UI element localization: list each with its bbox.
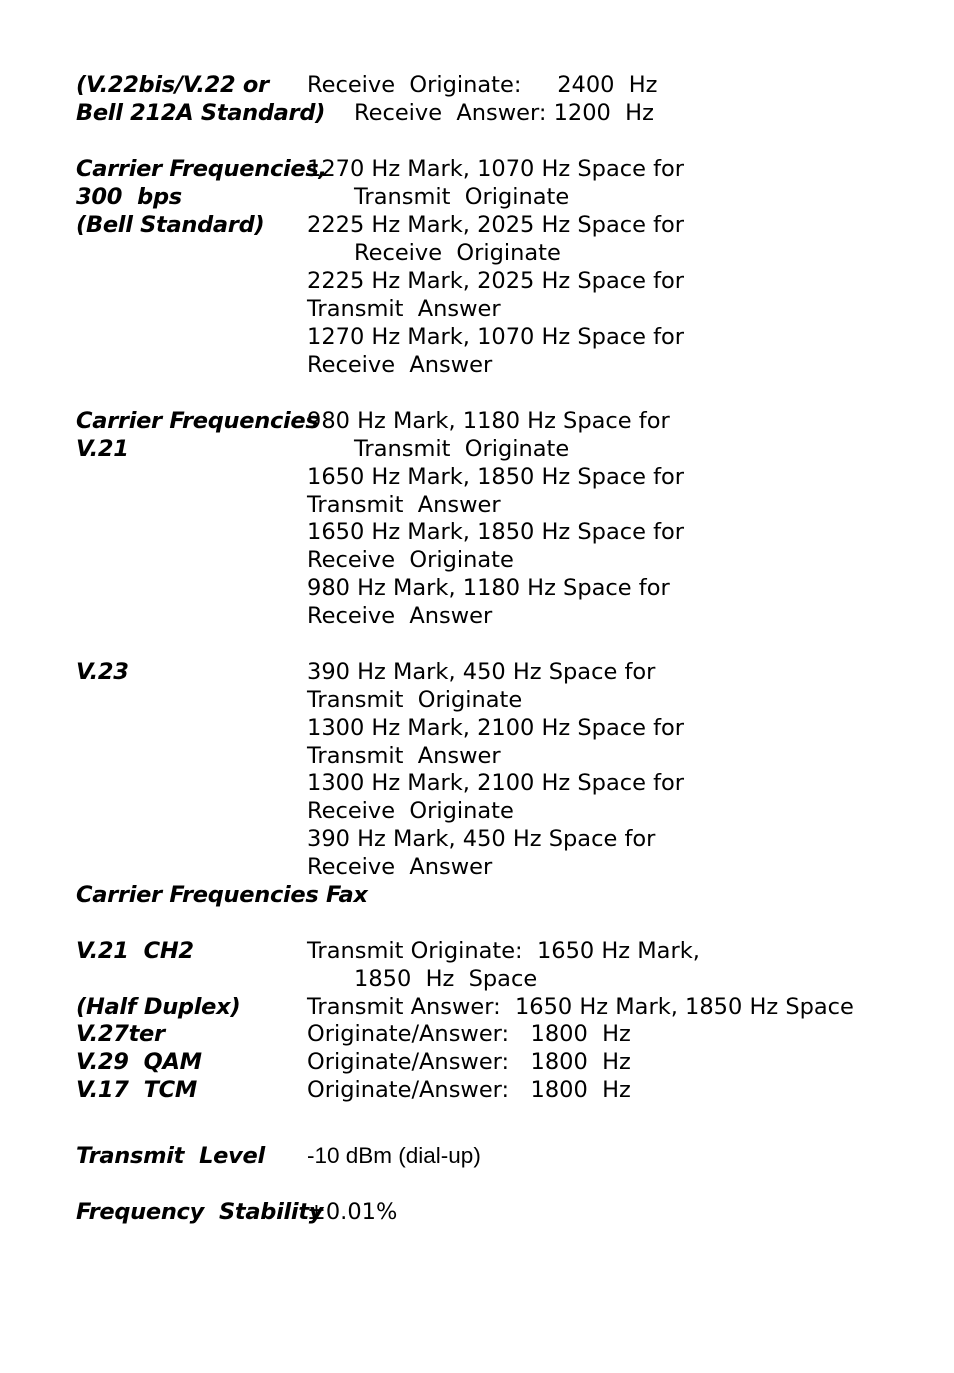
spec-label: V.29 QAM (76, 1049, 202, 1075)
spec-value: 390 Hz Mark, 450 Hz Space for (307, 826, 656, 852)
spec-value: Receive Answer (307, 603, 493, 629)
spec-value: Transmit Originate (307, 687, 523, 713)
spec-value: Originate/Answer: 1800 Hz (307, 1077, 631, 1103)
section-heading: Carrier Frequencies Fax (76, 882, 368, 908)
spec-value: 1300 Hz Mark, 2100 Hz Space for (307, 770, 685, 796)
spec-value: 1270 Hz Mark, 1070 Hz Space for (307, 324, 685, 350)
spec-value: Receive Answer: 1200 Hz (354, 100, 654, 126)
spec-value: 1270 Hz Mark, 1070 Hz Space for (307, 156, 685, 182)
spec-value: 980 Hz Mark, 1180 Hz Space for (307, 408, 670, 434)
spec-value: Receive Answer (307, 352, 493, 378)
spec-value: Receive Originate (307, 547, 514, 573)
spec-value: 1300 Hz Mark, 2100 Hz Space for (307, 715, 685, 741)
spec-label: Carrier Frequencies (76, 408, 319, 434)
spec-value: 1650 Hz Mark, 1850 Hz Space for (307, 464, 685, 490)
spec-label: Transmit Level (76, 1143, 265, 1169)
spec-label: V.21 CH2 (76, 938, 194, 964)
spec-label: Frequency Stability (76, 1199, 324, 1225)
spec-label: V.21 (76, 436, 129, 462)
spec-value: Transmit Answer (307, 743, 501, 769)
spec-label: V.23 (76, 659, 129, 685)
spec-value: 980 Hz Mark, 1180 Hz Space for (307, 575, 670, 601)
spec-value: Receive Originate (354, 240, 561, 266)
spec-value: Receive Originate (307, 798, 514, 824)
spec-label: Bell 212A Standard) (76, 100, 326, 126)
spec-value: Receive Answer (307, 854, 493, 880)
spec-value: 2225 Hz Mark, 2025 Hz Space for (307, 268, 685, 294)
spec-label: (Half Duplex) (76, 994, 241, 1020)
spec-value: -10 dBm (dial-up) (307, 1143, 481, 1168)
spec-value: 390 Hz Mark, 450 Hz Space for (307, 659, 656, 685)
spec-value: 1850 Hz Space (354, 966, 538, 992)
spec-value: 1650 Hz Mark, 1850 Hz Space for (307, 519, 685, 545)
spec-value: ±0.01% (307, 1199, 398, 1225)
spec-value: Transmit Originate (354, 436, 570, 462)
spec-value: Originate/Answer: 1800 Hz (307, 1021, 631, 1047)
spec-label: (Bell Standard) (76, 212, 265, 238)
spec-label: Carrier Frequencies, (76, 156, 327, 182)
spec-value: Receive Originate: 2400 Hz (307, 72, 658, 98)
spec-value: Originate/Answer: 1800 Hz (307, 1049, 631, 1075)
spec-value: Transmit Answer (307, 492, 501, 518)
spec-label: V.17 TCM (76, 1077, 197, 1103)
spec-label: 300 bps (76, 184, 182, 210)
spec-value: Transmit Originate (354, 184, 570, 210)
spec-value: Transmit Answer: 1650 Hz Mark, 1850 Hz Space (307, 994, 854, 1020)
spec-value: Transmit Originate: 1650 Hz Mark, (307, 938, 700, 964)
spec-value: 2225 Hz Mark, 2025 Hz Space for (307, 212, 685, 238)
spec-label: V.27ter (76, 1021, 165, 1047)
spec-label: (V.22bis/V.22 or (76, 72, 269, 98)
spec-value: Transmit Answer (307, 296, 501, 322)
